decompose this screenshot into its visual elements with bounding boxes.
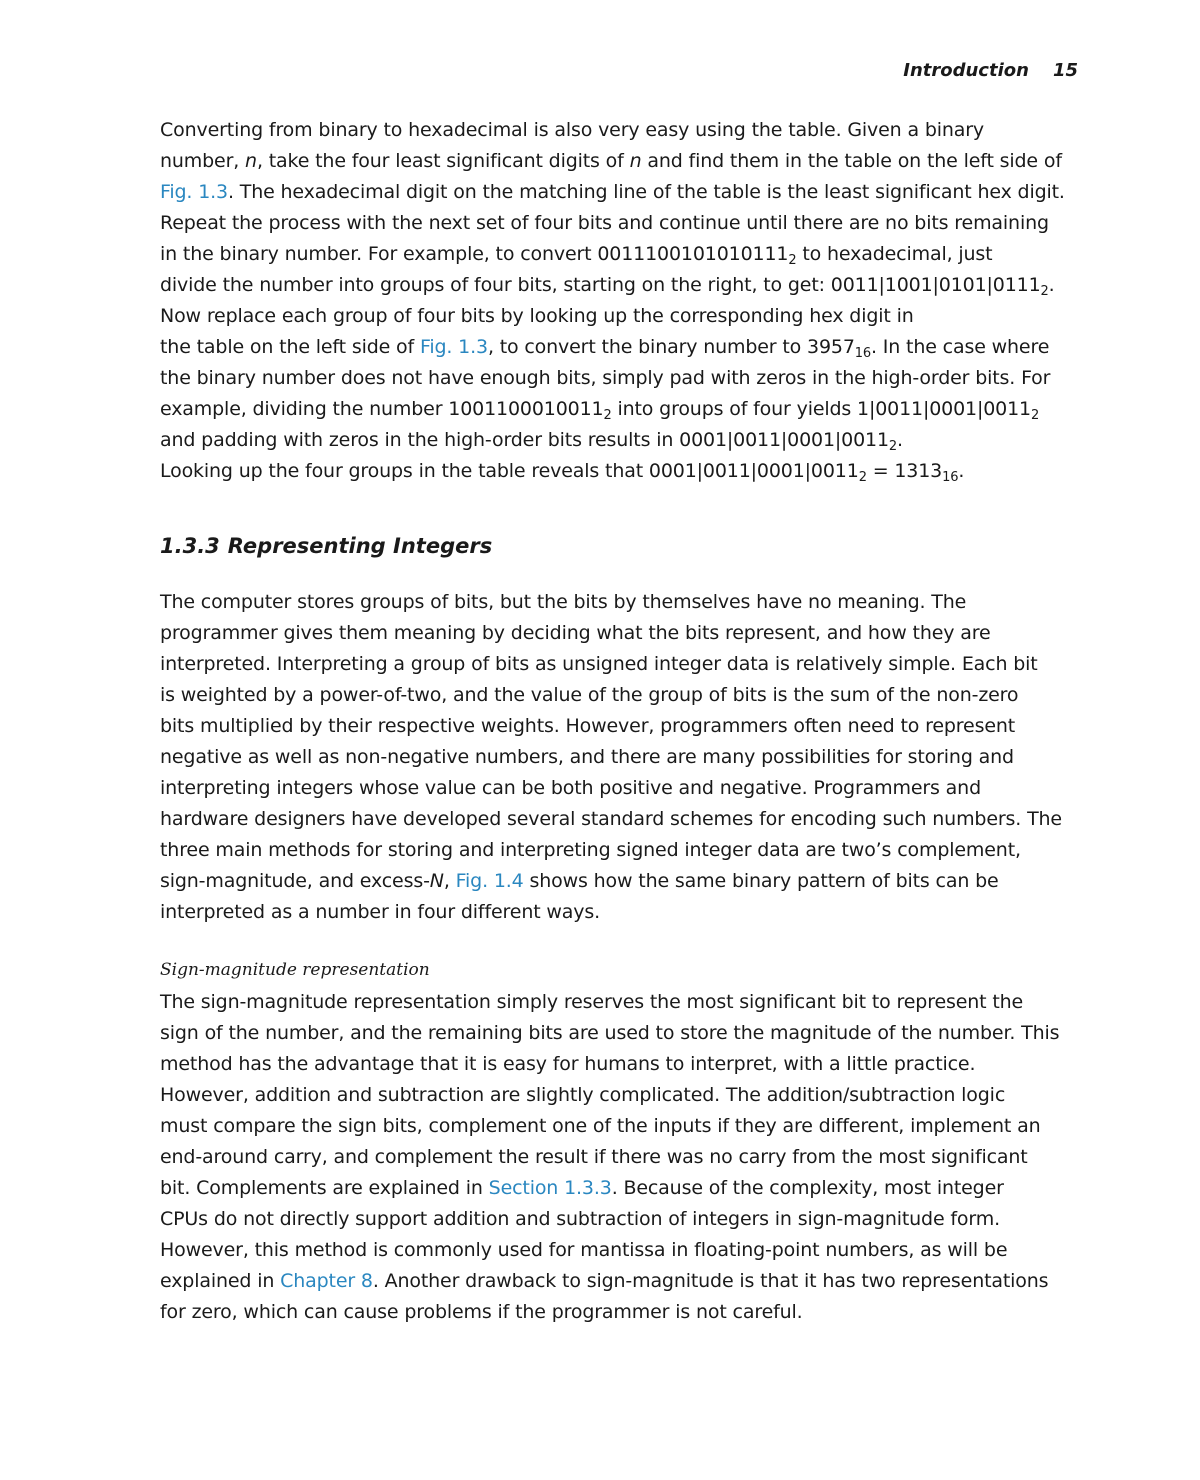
section-number: 1.3.3 <box>160 534 220 558</box>
text-line: method has the advantage that it is easy for humans to interpret, with a little practice. <box>160 1053 976 1075</box>
text-line: Converting from binary to hexadecimal is also very easy using the table. Given a binary <box>160 119 985 141</box>
paragraph-binary-to-hex <box>160 115 1090 487</box>
text-line: programmer gives them meaning by deciding what the bits represent, and how they are <box>160 622 991 644</box>
fig-1-3-link[interactable]: Fig. 1.3 <box>160 181 228 203</box>
text-line: and padding with zeros in the high-order bits results in $0001|0011|0001|0011_2$. <box>160 429 903 454</box>
text-line: interpreted. Interpreting a group of bits as unsigned integer data is relatively simple. Each bit <box>160 653 1038 675</box>
paragraph-representing-integers <box>160 587 1090 928</box>
text-line: end-around carry, and complement the result if there was no carry from the most significant <box>160 1146 1028 1168</box>
text-line: number, n, take the four least significant digits of n and find them in the table on the left side of <box>160 150 1062 172</box>
subsection-heading: Sign-magnitude representation <box>160 960 430 980</box>
text-line: three main methods for storing and interpreting signed integer data are two’s complement, <box>160 839 1021 861</box>
text-line: sign of the number, and the remaining bits are used to store the magnitude of the number. This <box>160 1022 1060 1044</box>
text-line: must compare the sign bits, complement one of the inputs if they are different, implement an <box>160 1115 1041 1137</box>
text-line: example, dividing the number $1001100010011_2$ into groups of four yields $1|0011|0001|0011_2$ <box>160 398 1040 423</box>
text-line: However, addition and subtraction are slightly complicated. The addition/subtraction logic <box>160 1084 1006 1106</box>
header-section-title: Introduction <box>903 60 1029 81</box>
text-line: Repeat the process with the next set of four bits and continue until there are no bits remaining <box>160 212 1049 234</box>
fig-1-4-link[interactable]: Fig. 1.4 <box>455 870 524 892</box>
section-title: Representing Integers <box>227 534 493 558</box>
text-line: explained in Chapter 8. Another drawback to sign-magnitude is that it has two representations <box>160 1270 1049 1292</box>
running-header <box>903 60 1078 81</box>
text-line: the binary number does not have enough bits, simply pad with zeros in the high-order bits. For <box>160 367 1051 389</box>
text-line: in the binary number. For example, to convert $0011100101010111_2$ to hexadecimal, just <box>160 243 993 268</box>
header-page-number: 15 <box>1052 60 1078 81</box>
text-line: CPUs do not directly support addition and subtraction of integers in sign-magnitude form. <box>160 1208 1000 1230</box>
text-line: bits multiplied by their respective weights. However, programmers often need to represent <box>160 715 1016 737</box>
text-line: The computer stores groups of bits, but the bits by themselves have no meaning. The <box>160 591 967 613</box>
text-line: negative as well as non-negative numbers, and there are many possibilities for storing and <box>160 746 1014 768</box>
text-line: the table on the left side of Fig. 1.3, to convert the binary number to $3957_{16}$. In the case where <box>160 336 1050 361</box>
text-line: Fig. 1.3. The hexadecimal digit on the matching line of the table is the least significant hex digit. <box>160 181 1065 203</box>
text-line: interpreted as a number in four different ways. <box>160 901 601 923</box>
chapter-8-link[interactable]: Chapter 8 <box>280 1270 373 1292</box>
text-line: divide the number into groups of four bits, starting on the right, to get: $0011|1001|0101|0111_2$. <box>160 274 1055 299</box>
paragraph-sign-magnitude <box>160 987 1090 1328</box>
text-line: Looking up the four groups in the table reveals that $0001|0011|0001|0011_2 = 1313_{16}$. <box>160 460 965 485</box>
fig-1-3-link[interactable]: Fig. 1.3 <box>419 336 488 358</box>
text-line: hardware designers have developed several standard schemes for encoding such numbers. The <box>160 808 1062 830</box>
text-line: The sign-magnitude representation simply reserves the most significant bit to represent the <box>160 991 1024 1013</box>
text-line: bit. Complements are explained in Section 1.3.3. Because of the complexity, most integer <box>160 1177 1004 1199</box>
text-line: sign-magnitude, and excess-N, Fig. 1.4 shows how the same binary pattern of bits can be <box>160 870 999 892</box>
text-line: However, this method is commonly used for mantissa in floating-point numbers, as will be <box>160 1239 1008 1261</box>
section-heading <box>160 534 492 558</box>
text-line: for zero, which can cause problems if the programmer is not careful. <box>160 1301 803 1323</box>
text-line: Now replace each group of four bits by looking up the corresponding hex digit in <box>160 305 914 327</box>
text-line: is weighted by a power-of-two, and the value of the group of bits is the sum of the non-zero <box>160 684 1019 706</box>
section-1-3-3-link[interactable]: Section 1.3.3 <box>488 1177 612 1199</box>
text-line: interpreting integers whose value can be both positive and negative. Programmers and <box>160 777 981 799</box>
